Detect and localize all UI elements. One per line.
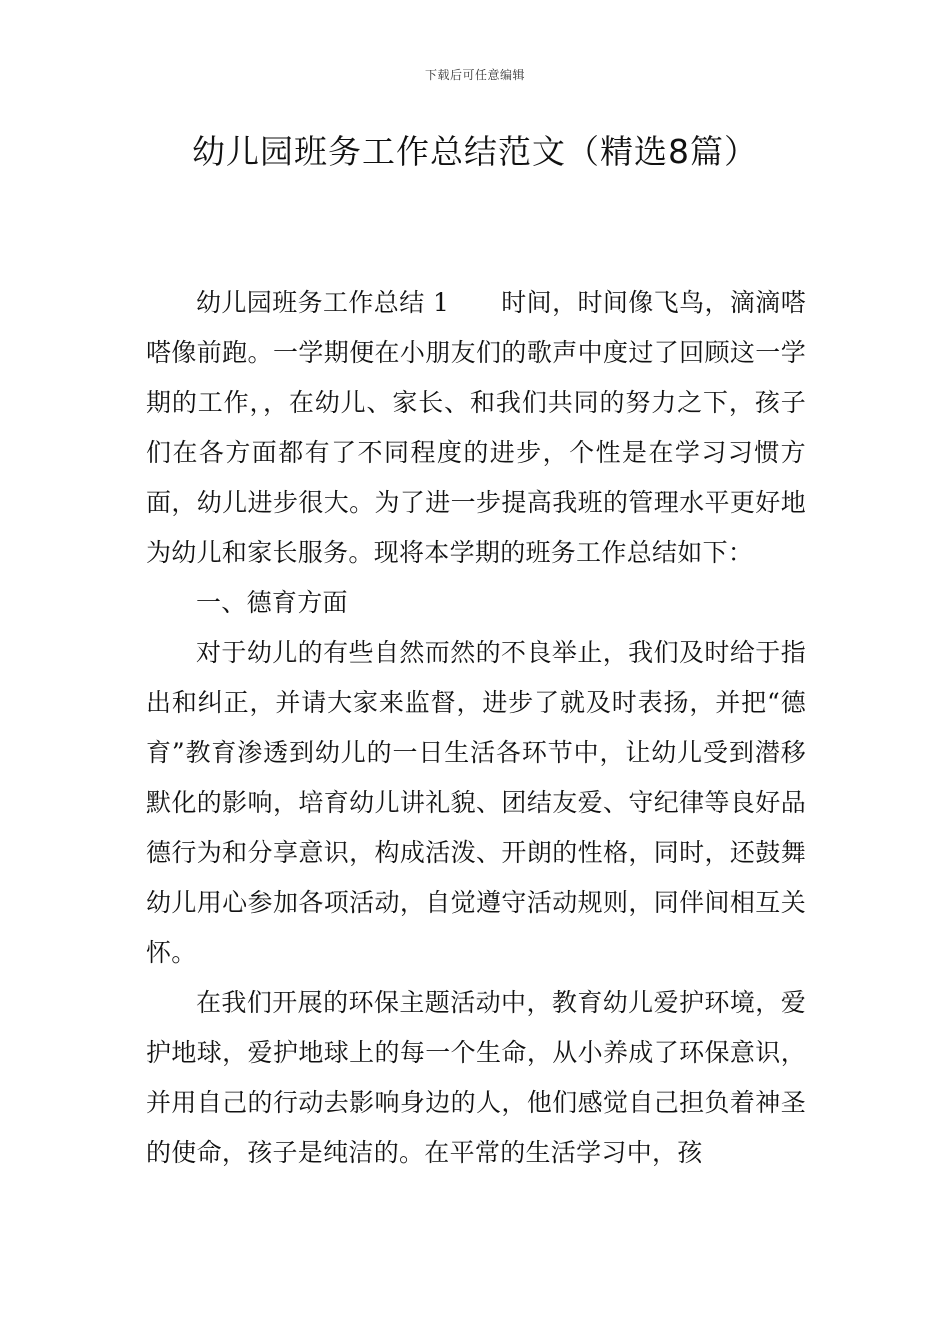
intro-heading: 幼儿园班务工作总结 1 <box>196 288 450 317</box>
section-heading-moral-education: 一、德育方面 <box>196 588 348 617</box>
header-note: 下载后可任意编辑 <box>424 68 525 82</box>
paragraph-moral-education: 对于幼儿的有些自然而然的不良举止，我们及时给于指出和纠正，并请大家来监督，进步了就及时表扬，并把“德育”教育渗透到幼儿的一日生活各环节中，让幼儿受到潜移默化的影响，培育幼儿讲礼貌、团结友爱、守纪律等良好品德行为和分享意识，构成活泼、开朗的性格，同时，还鼓舞幼儿用心参加各项活动，自觉遵守活动规则，同伴间相互关怀。 <box>146 638 806 967</box>
document-title: 幼儿园班务工作总结范文（精选8篇） <box>192 132 758 171</box>
paragraph-environmental-activity: 在我们开展的环保主题活动中，教育幼儿爱护环境，爱护地球，爱护地球上的每一个生命，从小养成了环保意识，并用自己的行动去影响身边的人，他们感觉自己担负着神圣的使命，孩子是纯洁的。在平常的生活学习中，孩 <box>146 988 806 1167</box>
document-body <box>146 278 806 1178</box>
intro-text: 时间，时间像飞鸟，滴滴嗒嗒像前跑。一学期便在小朋友们的歌声中度过了回顾这一学期的工作，，在幼儿、家长、和我们共同的努力之下，孩子们在各方面都有了不同程度的进步，个性是在学习习惯方面，幼儿进步很大。为了进一步提高我班的管理水平更好地为幼儿和家长服务。现将本学期的班务工作总结如下： <box>146 288 806 567</box>
intro-paragraph <box>146 278 806 578</box>
